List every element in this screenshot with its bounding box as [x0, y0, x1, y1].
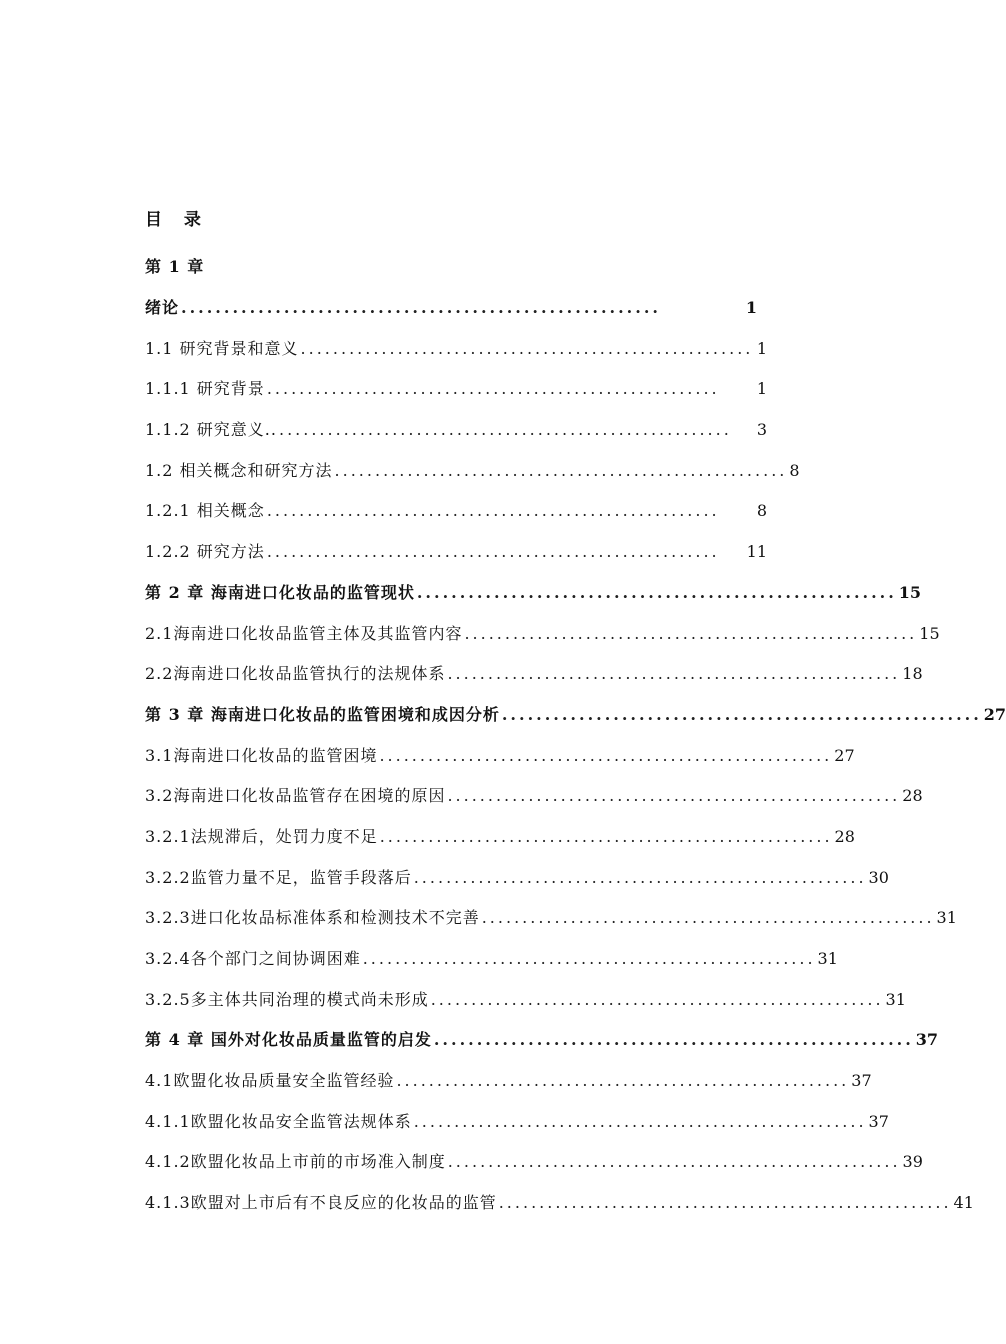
toc-entry-3-2-4[interactable]: [145, 939, 838, 980]
toc-entry-label: 1.1 研究背景和意义: [145, 338, 299, 358]
toc-entry-label: 第 1 章: [145, 257, 205, 277]
toc-entry-chapter-2[interactable]: [145, 573, 922, 614]
toc-entry-3-2-3[interactable]: [145, 898, 957, 939]
dot-leader: ........................................................: [498, 1193, 952, 1213]
toc-entry-page: 11: [746, 542, 767, 562]
toc-entry-4-1[interactable]: [145, 1061, 872, 1102]
dot-leader: ........................................................: [362, 949, 816, 969]
dot-leader: ........................................................: [430, 989, 884, 1009]
toc-entry-3-2-5[interactable]: [145, 979, 906, 1020]
toc-entry-page: 30: [868, 867, 889, 887]
dot-leader: ........................................................: [379, 745, 833, 765]
dot-leader: ........................................................: [266, 501, 720, 521]
toc-entry-page: 1: [756, 338, 767, 358]
toc-entry-1-2-2[interactable]: [145, 532, 767, 573]
toc-entry-page: 18: [902, 664, 923, 684]
toc-entry-4-1-2[interactable]: [145, 1142, 923, 1183]
toc-entry-3-1[interactable]: [145, 735, 855, 776]
toc-entry-1-2-1[interactable]: [145, 491, 767, 532]
toc-entry-page: 1: [756, 379, 767, 399]
toc-entry-chapter-4[interactable]: [145, 1020, 939, 1061]
dot-leader: ........................................................: [278, 420, 732, 440]
toc-entry-page: 31: [817, 949, 838, 969]
toc-entry-page: 39: [902, 1152, 923, 1172]
toc-entry-page: 37: [915, 1030, 939, 1050]
toc-entry-2-1[interactable]: [145, 613, 940, 654]
toc-entry-page: 28: [834, 826, 855, 846]
toc-entry-1-1-1[interactable]: [145, 369, 767, 410]
toc-entry-label: 3.1海南进口化妆品的监管困境: [145, 745, 378, 765]
toc-entry-label: 3.2.2监管力量不足，监管手段落后: [145, 867, 412, 887]
toc-entry-2-2[interactable]: [145, 654, 923, 695]
toc-entry-label: 3.2.4各个部门之间协调困难: [145, 949, 361, 969]
toc-entry-page: 15: [919, 623, 940, 643]
toc-entry-page: 1: [745, 298, 757, 318]
toc-entry-page: 8: [789, 460, 800, 480]
toc-entry-introduction[interactable]: [145, 288, 757, 329]
toc-entry-label: 3.2.5多主体共同治理的模式尚未形成: [145, 989, 429, 1009]
toc-entry-label: 1.1.2 研究意义..: [145, 420, 277, 440]
toc-entry-label: 1.2.2 研究方法: [145, 542, 265, 562]
toc-entry-page: 15: [898, 582, 922, 602]
toc-entry-label: 第 4 章 国外对化妆品质量监管的启发: [145, 1030, 432, 1050]
toc-entry-label: 1.1.1 研究背景: [145, 379, 265, 399]
toc-entry-label: 4.1.3欧盟对上市后有不良反应的化妆品的监管: [145, 1193, 497, 1213]
toc-entry-page: 31: [885, 989, 906, 1009]
toc-entry-label: 3.2.3进口化妆品标准体系和检测技术不完善: [145, 908, 480, 928]
dot-leader: ........................................................: [413, 1111, 867, 1131]
toc-entry-label: 第 2 章 海南进口化妆品的监管现状: [145, 582, 415, 602]
dot-leader: ........................................................: [181, 298, 661, 318]
toc-entry-3-2[interactable]: [145, 776, 923, 817]
toc-list: [145, 247, 1006, 1224]
dot-leader: ........................................................: [447, 786, 901, 806]
toc-entry-4-1-1[interactable]: [145, 1101, 889, 1142]
toc-entry-chapter-3[interactable]: [145, 695, 1006, 736]
dot-leader: ........................................................: [501, 704, 982, 724]
toc-entry-label: 4.1欧盟化妆品质量安全监管经验: [145, 1071, 395, 1091]
dot-leader: ........................................................: [334, 460, 788, 480]
toc-entry-page: 3: [756, 420, 767, 440]
toc-entry-label: 2.2海南进口化妆品监管执行的法规体系: [145, 664, 446, 684]
toc-entry-label: 3.2.1法规滞后，处罚力度不足: [145, 826, 378, 846]
toc-entry-label: 2.1海南进口化妆品监管主体及其监管内容: [145, 623, 463, 643]
dot-leader: ........................................................: [266, 379, 720, 399]
toc-entry-page: 31: [936, 908, 957, 928]
toc-entry-1-2[interactable]: [145, 450, 800, 491]
toc-title: 目 录: [145, 210, 209, 230]
dot-leader: ........................................................: [464, 623, 918, 643]
dot-leader: ........................................................: [416, 582, 897, 602]
toc-entry-page: 28: [902, 786, 923, 806]
dot-leader: ........................................................: [300, 338, 754, 358]
dot-leader: ........................................................: [447, 664, 901, 684]
toc-entry-label: 第 3 章 海南进口化妆品的监管困境和成因分析: [145, 704, 500, 724]
toc-entry-1-1[interactable]: [145, 328, 767, 369]
toc-entry-label: 4.1.1欧盟化妆品安全监管法规体系: [145, 1111, 412, 1131]
dot-leader: ........................................................: [396, 1071, 850, 1091]
toc-chapter-1-heading: [145, 247, 785, 288]
dot-leader: ........................................................: [433, 1030, 914, 1050]
dot-leader: ........................................................: [447, 1152, 901, 1172]
dot-leader: ........................................................: [481, 908, 935, 928]
toc-entry-page: 27: [983, 704, 1006, 724]
toc-entry-page: 37: [868, 1111, 889, 1131]
toc-entry-label: 4.1.2欧盟化妆品上市前的市场准入制度: [145, 1152, 446, 1172]
toc-entry-3-2-1[interactable]: [145, 817, 855, 858]
toc-entry-page: 41: [953, 1193, 974, 1213]
toc-entry-4-1-3[interactable]: [145, 1183, 974, 1224]
toc-entry-label: 3.2海南进口化妆品监管存在困境的原因: [145, 786, 446, 806]
dot-leader: ........................................................: [413, 867, 867, 887]
toc-entry-page: 27: [834, 745, 855, 765]
dot-leader: ........................................................: [266, 542, 720, 562]
toc-entry-1-1-2[interactable]: [145, 410, 767, 451]
toc-entry-page: 8: [756, 501, 767, 521]
toc-entry-label: 1.2 相关概念和研究方法: [145, 460, 333, 480]
toc-entry-3-2-2[interactable]: [145, 857, 889, 898]
toc-entry-label: 绪论: [145, 298, 180, 318]
toc-entry-page: 37: [851, 1071, 872, 1091]
dot-leader: ........................................................: [379, 826, 833, 846]
toc-entry-label: 1.2.1 相关概念: [145, 501, 265, 521]
